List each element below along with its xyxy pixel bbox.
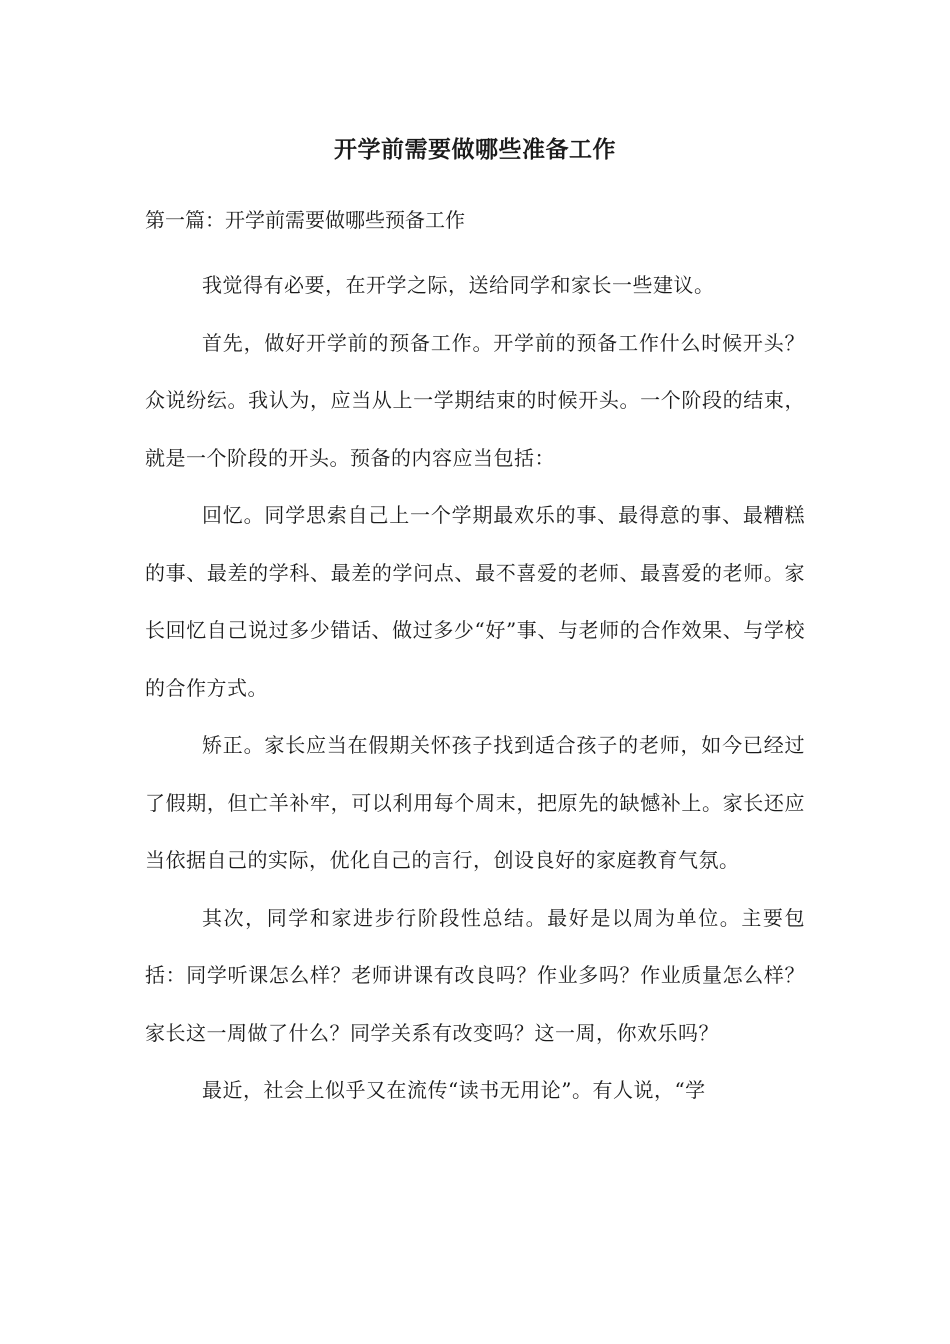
paragraph: 最近，社会上似乎又在流传“读书无用论”。有人说，“学: [202, 1078, 706, 1102]
paragraph: 首先，做好开学前的预备工作。开学前的预备工作什么时候开头？众说纷纭。我认为，应当从上一学期结束的时候开头。一个阶段的结束，就是一个阶段的开头。预备的内容应当包括：: [145, 330, 805, 470]
paragraph: 其次，同学和家进步行阶段性总结。最好是以周为单位。主要包括：同学听课怎么样？老师讲课有改良吗？作业多吗？作业质量怎么样？家长这一周做了什么？同学关系有改变吗？这一周，你欢乐吗？: [145, 905, 805, 1045]
section-heading: 第一篇：开学前需要做哪些预备工作: [145, 208, 465, 232]
paragraph: 矫正。家长应当在假期关怀孩子找到适合孩子的老师，如今已经过了假期，但亡羊补牢，可以利用每个周末，把原先的缺憾补上。家长还应当依据自己的实际，优化自己的言行，创设良好的家庭教育气氛。: [145, 733, 805, 872]
document-body: [145, 257, 805, 1120]
paragraph: 回忆。同学思索自己上一个学期最欢乐的事、最得意的事、最糟糕的事、最差的学科、最差的学问点、最不喜爱的老师、最喜爱的老师。家长回忆自己说过多少错话、做过多少“好”事、与老师的合作效果、与学校的合作方式。: [145, 503, 805, 700]
document-title: 开学前需要做哪些准备工作: [334, 136, 616, 163]
paragraph: 我觉得有必要，在开学之际，送给同学和家长一些建议。: [202, 273, 715, 297]
